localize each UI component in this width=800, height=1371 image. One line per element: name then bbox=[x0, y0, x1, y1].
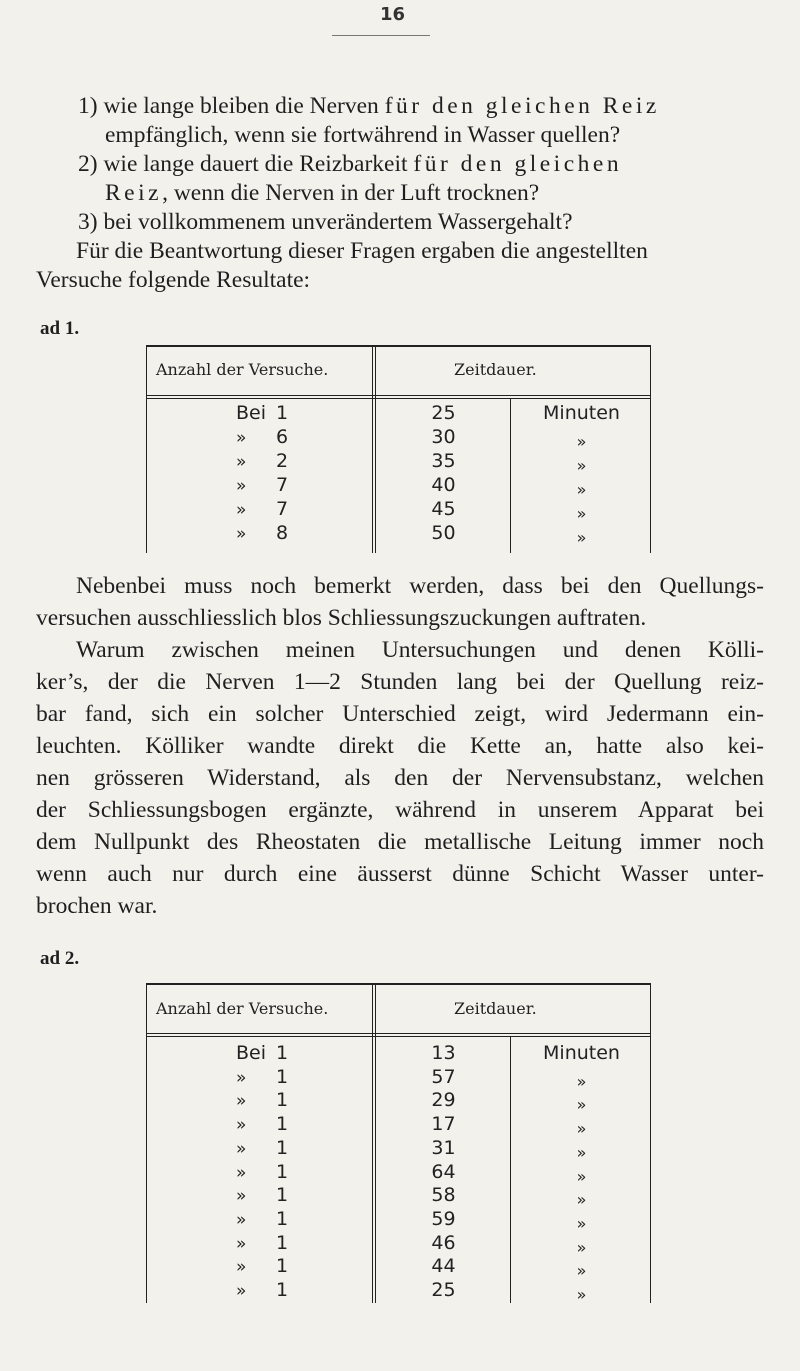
table-2-mid-rule bbox=[372, 983, 376, 1303]
table-1-header-duration: Zeitdauer. bbox=[454, 360, 537, 379]
table-row-count bbox=[146, 1044, 371, 1063]
question-2-line-1 bbox=[78, 150, 622, 179]
row-duration: 58 bbox=[431, 1184, 456, 1207]
table-row-count-inner bbox=[146, 1113, 296, 1135]
table-row-count bbox=[146, 1091, 371, 1111]
question-1-emphasis: für den gleichen Reiz bbox=[384, 93, 660, 119]
table-1-unit-rule bbox=[510, 399, 511, 553]
row-prefix: » bbox=[236, 1186, 247, 1207]
table-1-mid-rule bbox=[372, 345, 376, 553]
table-row-count bbox=[146, 1186, 371, 1206]
row-prefix: » bbox=[236, 1281, 247, 1301]
table-row-count bbox=[146, 1136, 371, 1159]
question-2-reiz: Reiz bbox=[105, 180, 163, 206]
table-row-count bbox=[146, 1065, 371, 1088]
paragraph-line: wenn auch nur durch eine äusserst dünne Schicht Wasser unter- bbox=[36, 861, 764, 887]
table-row-count-inner bbox=[146, 474, 296, 496]
question-3-line-1: 3) bei vollkommenem unverändertem Wassergehalt? bbox=[78, 209, 573, 235]
row-duration: 57 bbox=[431, 1065, 456, 1088]
row-count: 7 bbox=[276, 498, 289, 520]
table-1-label: ad 1. bbox=[40, 318, 80, 339]
table-row-count bbox=[146, 404, 371, 423]
row-prefix: » bbox=[236, 1138, 247, 1159]
row-duration: 46 bbox=[431, 1231, 456, 1254]
row-duration: 17 bbox=[431, 1113, 456, 1136]
row-unit: » bbox=[576, 528, 587, 547]
table-row-count-inner bbox=[146, 1161, 296, 1183]
table-row-count-inner bbox=[146, 426, 296, 448]
row-count: 1 bbox=[276, 1231, 289, 1254]
row-prefix: » bbox=[236, 524, 247, 544]
row-prefix: Bei bbox=[236, 402, 267, 424]
row-count: 1 bbox=[276, 1042, 289, 1064]
row-count: 1 bbox=[276, 402, 289, 424]
row-unit: » bbox=[576, 1237, 587, 1257]
row-unit: » bbox=[576, 504, 587, 523]
row-duration: 30 bbox=[431, 426, 456, 448]
row-count: 1 bbox=[276, 1184, 289, 1207]
row-prefix: » bbox=[236, 500, 247, 520]
row-prefix: » bbox=[236, 1162, 247, 1183]
row-prefix: » bbox=[236, 1257, 247, 1278]
row-prefix: Bei bbox=[236, 1042, 267, 1064]
row-unit: » bbox=[576, 432, 587, 451]
table-row-count-inner bbox=[146, 1255, 296, 1277]
row-unit: » bbox=[576, 1285, 587, 1304]
row-duration: 25 bbox=[431, 1279, 456, 1301]
row-duration: 13 bbox=[431, 1042, 456, 1064]
row-prefix: » bbox=[236, 1091, 247, 1112]
row-duration: 50 bbox=[431, 522, 456, 544]
page-number: 16 bbox=[380, 4, 406, 25]
paragraph-line: der Schliessungsbogen ergänzte, während in unserem Apparat bei bbox=[36, 797, 764, 823]
row-unit: » bbox=[576, 1213, 587, 1233]
row-duration: 45 bbox=[431, 498, 456, 520]
row-prefix: » bbox=[236, 1067, 247, 1088]
row-duration: 29 bbox=[431, 1089, 456, 1112]
intro-line-2: Versuche folgende Resultate: bbox=[36, 267, 311, 293]
row-unit: » bbox=[576, 1261, 587, 1281]
paragraph-line-text: Warum zwischen meinen Untersuchungen und denen Kölli- bbox=[76, 637, 764, 663]
row-duration: 35 bbox=[431, 450, 456, 472]
table-1-top-rule bbox=[146, 345, 651, 347]
row-prefix: » bbox=[236, 1115, 247, 1136]
table-row-count-inner bbox=[146, 1042, 296, 1064]
table-2-unit-rule bbox=[510, 1037, 511, 1303]
paragraph-line: versuchen ausschliesslich blos Schliessungszuckungen auftraten. bbox=[36, 605, 647, 631]
row-count: 6 bbox=[276, 426, 289, 448]
table-row-count bbox=[146, 524, 371, 544]
table-row-count-inner bbox=[146, 402, 296, 424]
table-2 bbox=[146, 983, 651, 1303]
question-2-rest: , wenn die Nerven in der Luft trocknen? bbox=[162, 180, 540, 206]
row-count: 8 bbox=[276, 522, 289, 544]
row-duration: 40 bbox=[431, 474, 456, 496]
table-1-header-count: Anzahl der Versuche. bbox=[156, 360, 329, 379]
table-row-count bbox=[146, 1207, 371, 1230]
row-count: 1 bbox=[276, 1160, 289, 1183]
question-1-line-2: empfänglich, wenn sie fortwährend in Wasser quellen? bbox=[105, 122, 621, 148]
row-count: 1 bbox=[276, 1279, 289, 1301]
row-prefix: » bbox=[236, 452, 247, 472]
row-prefix: » bbox=[236, 476, 247, 496]
row-unit: » bbox=[576, 1095, 587, 1115]
question-2-text: 2) wie lange dauert die Reizbarkeit bbox=[78, 151, 414, 177]
paragraph-line bbox=[76, 637, 764, 664]
table-1-header-rule bbox=[146, 395, 651, 399]
table-2-header-duration: Zeitdauer. bbox=[454, 999, 537, 1018]
table-row-count bbox=[146, 1281, 371, 1301]
table-row-count bbox=[146, 1115, 371, 1135]
table-row-count-inner bbox=[146, 522, 296, 544]
paragraph-line: ker’s, der die Nerven 1—2 Stunden lang bei der Quellung reiz- bbox=[36, 669, 764, 695]
row-count: 1 bbox=[276, 1207, 289, 1230]
row-count: 1 bbox=[276, 1136, 289, 1159]
row-count: 1 bbox=[276, 1113, 289, 1136]
table-row-count bbox=[146, 452, 371, 472]
row-unit: Minuten bbox=[543, 1042, 620, 1064]
row-count: 1 bbox=[276, 1089, 289, 1112]
table-2-top-rule bbox=[146, 983, 651, 985]
row-count: 2 bbox=[276, 450, 289, 472]
table-row-count-inner bbox=[146, 1066, 296, 1088]
intro-line-1: Für die Beantwortung dieser Fragen ergaben die angestellten bbox=[76, 238, 648, 264]
row-count: 1 bbox=[276, 1065, 289, 1088]
row-count: 7 bbox=[276, 474, 289, 496]
paragraph-line: brochen war. bbox=[36, 893, 158, 919]
paragraph-line: leuchten. Kölliker wandte direkt die Kette an, hatte also kei- bbox=[36, 733, 764, 759]
table-1 bbox=[146, 345, 651, 553]
question-2-emphasis: für den gleichen bbox=[413, 151, 623, 177]
row-unit: » bbox=[576, 1142, 587, 1162]
table-row-count-inner bbox=[146, 1089, 296, 1111]
table-row-count bbox=[146, 500, 371, 520]
table-row-count-inner bbox=[146, 1137, 296, 1159]
table-row-count bbox=[146, 428, 371, 448]
row-unit: » bbox=[576, 1071, 587, 1091]
question-1-text: 1) wie lange bleiben die Nerven bbox=[78, 93, 385, 119]
row-duration: 25 bbox=[431, 402, 456, 424]
table-row-count bbox=[146, 476, 371, 496]
row-count: 1 bbox=[276, 1255, 289, 1278]
table-2-header-count: Anzahl der Versuche. bbox=[156, 999, 329, 1018]
paragraph-line: Nebenbei muss noch bemerkt werden, dass bei den Quellungs- bbox=[76, 573, 764, 599]
table-2-header-rule bbox=[146, 1033, 651, 1037]
row-unit: Minuten bbox=[543, 402, 620, 424]
row-duration: 44 bbox=[431, 1255, 456, 1278]
paragraph-line: bar fand, sich ein solcher Unterschied zeigt, wird Jedermann ein- bbox=[36, 701, 764, 727]
row-duration: 64 bbox=[431, 1160, 456, 1183]
row-unit: » bbox=[576, 1166, 587, 1186]
header-rule bbox=[332, 35, 430, 36]
table-row-count bbox=[146, 1257, 371, 1277]
table-2-label: ad 2. bbox=[40, 948, 80, 969]
row-unit: » bbox=[576, 1119, 587, 1139]
table-row-count bbox=[146, 1160, 371, 1183]
question-2-line-2 bbox=[105, 179, 539, 208]
table-row-count-inner bbox=[146, 450, 296, 472]
row-prefix: » bbox=[236, 428, 247, 448]
paragraph-line: nen grösseren Widerstand, als den der Nervensubstanz, welchen bbox=[36, 765, 764, 791]
table-row-count-inner bbox=[146, 1208, 296, 1230]
row-unit: » bbox=[576, 1190, 587, 1210]
paragraph-line: dem Nullpunkt des Rheostaten die metallische Leitung immer noch bbox=[36, 829, 764, 855]
table-row-count-inner bbox=[146, 498, 296, 520]
table-row-count-inner bbox=[146, 1232, 296, 1254]
row-prefix: » bbox=[236, 1209, 247, 1230]
row-duration: 31 bbox=[431, 1136, 456, 1159]
table-row-count-inner bbox=[146, 1279, 296, 1301]
table-row-count bbox=[146, 1231, 371, 1254]
row-unit: » bbox=[576, 480, 587, 499]
question-1-line-1 bbox=[78, 92, 660, 121]
table-row-count-inner bbox=[146, 1184, 296, 1206]
row-unit: » bbox=[576, 456, 587, 475]
row-prefix: » bbox=[236, 1233, 247, 1254]
row-duration: 59 bbox=[431, 1207, 456, 1230]
